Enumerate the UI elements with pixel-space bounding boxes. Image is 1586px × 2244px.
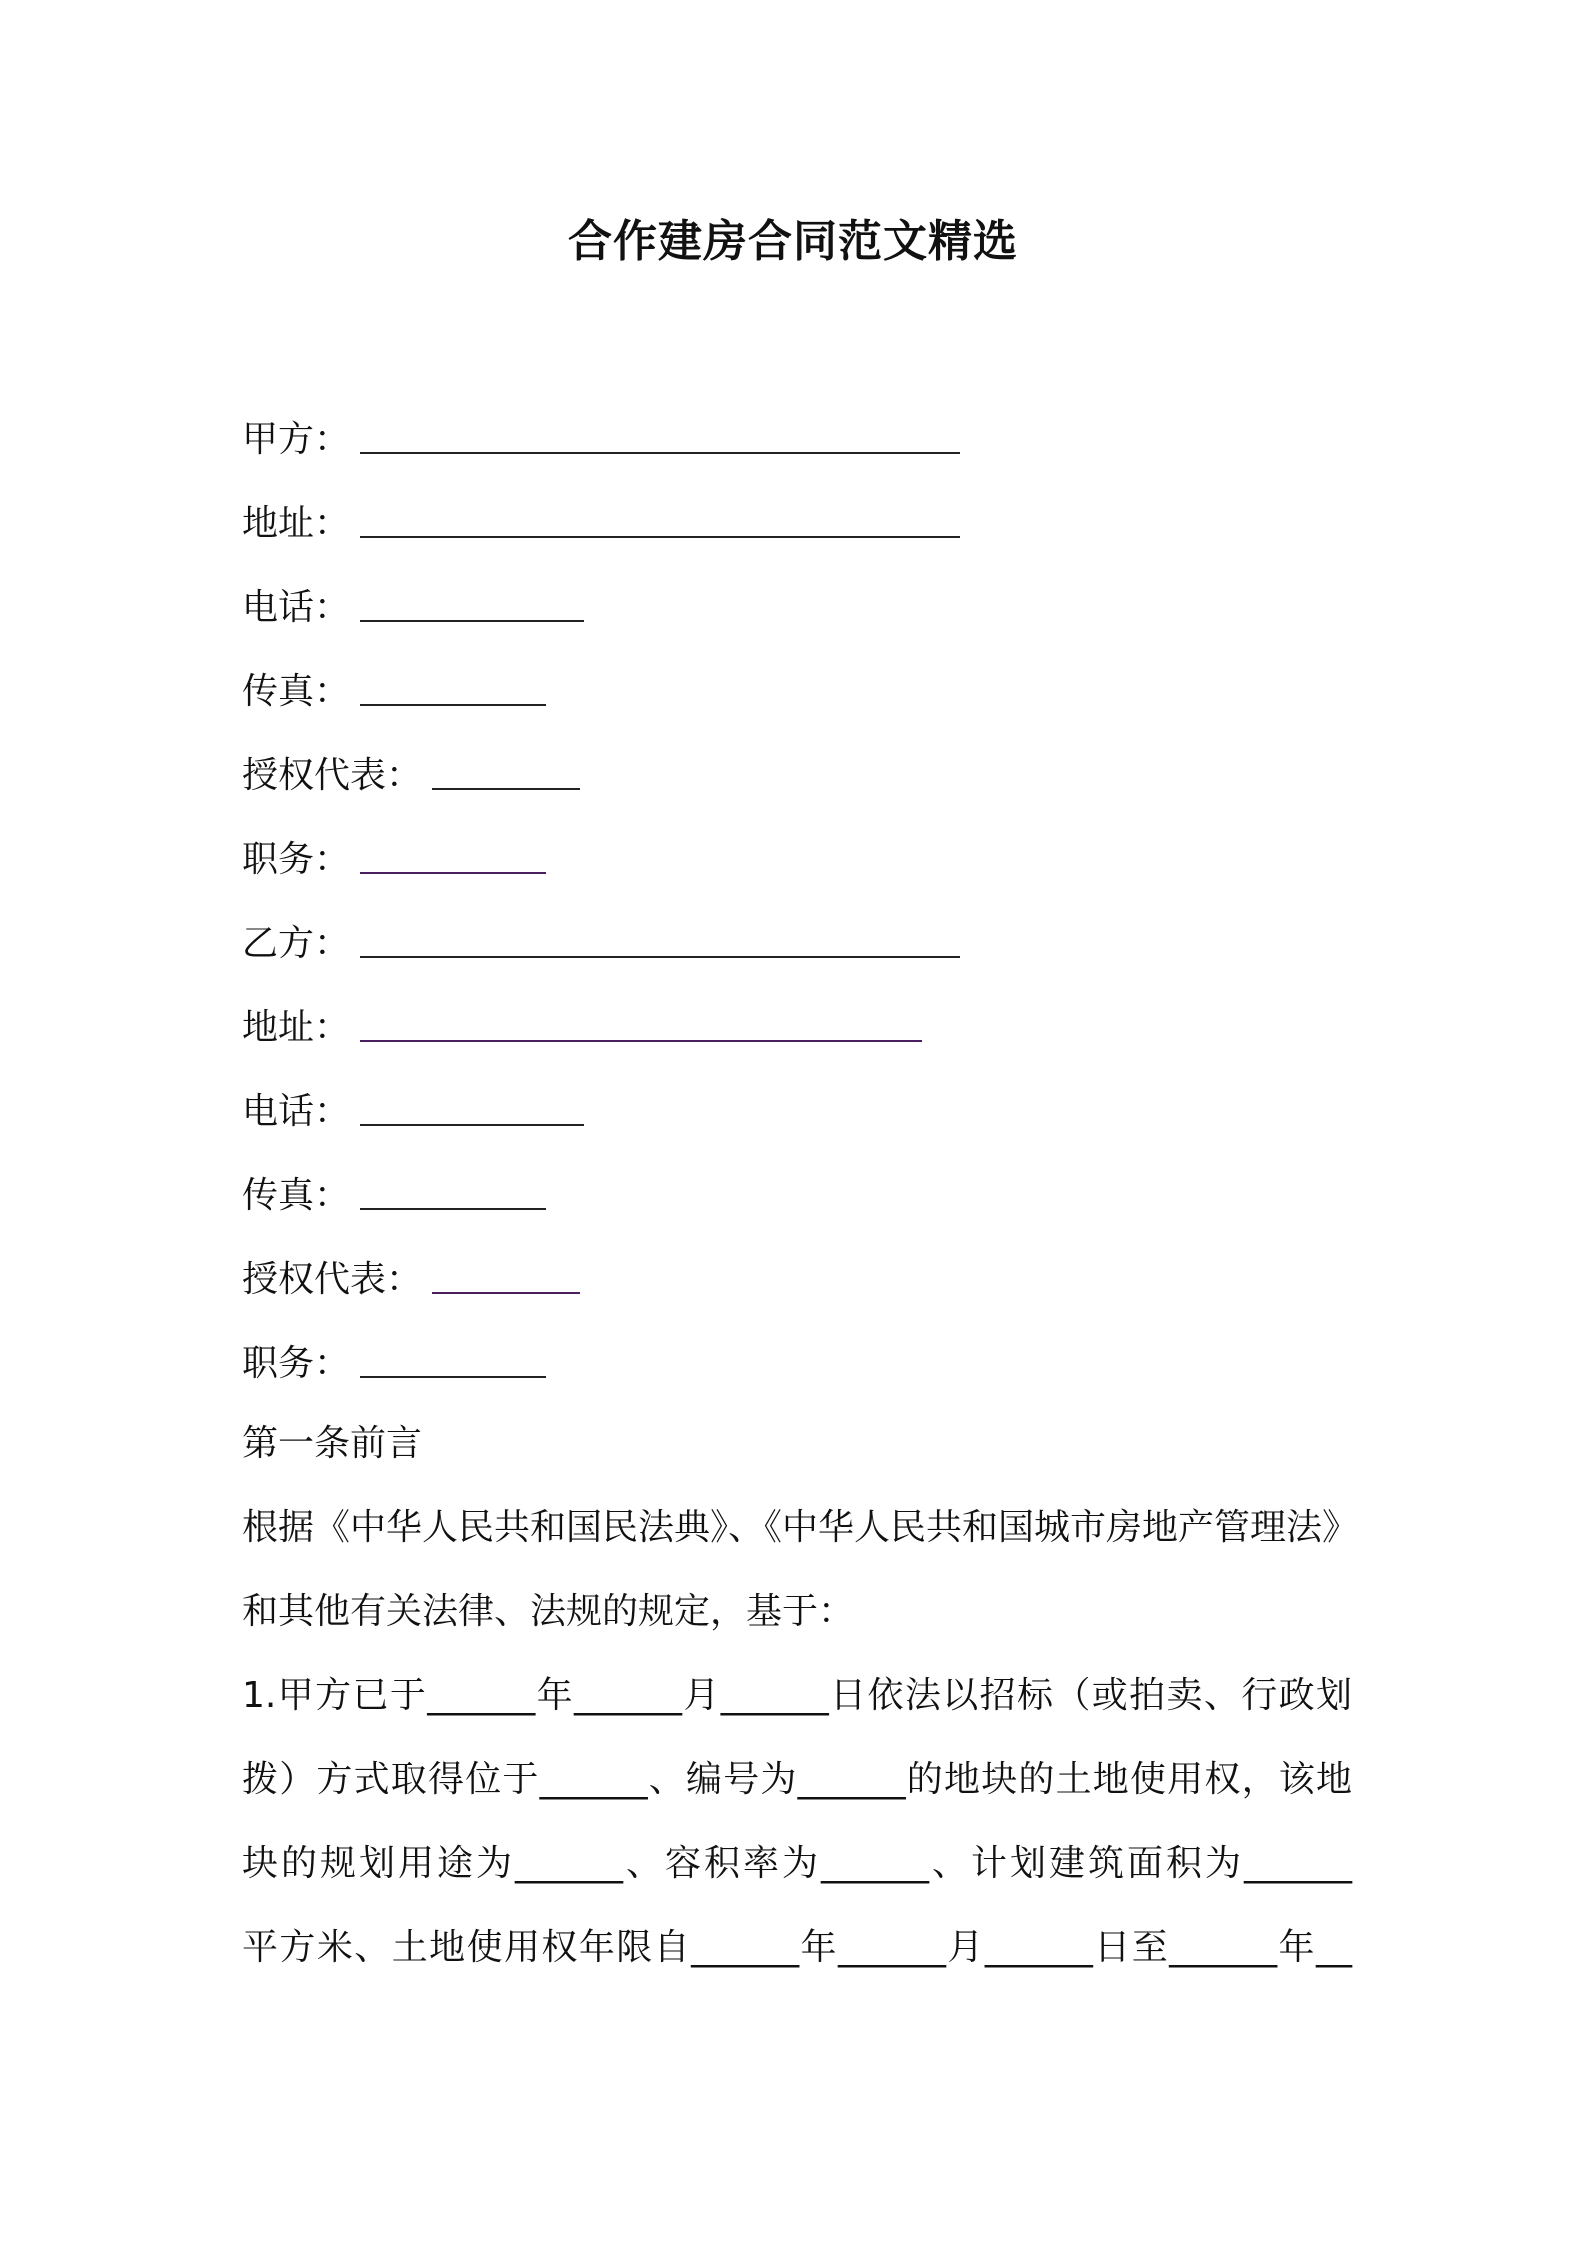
party-b-name-label: 乙方： — [242, 923, 351, 964]
party-a-phone-label: 电话： — [242, 587, 351, 628]
party-b-position-blank[interactable] — [360, 1372, 546, 1378]
party-a-position-field — [242, 828, 546, 884]
party-a-rep-label: 授权代表： — [242, 755, 423, 796]
party-b-address-blank[interactable] — [360, 1036, 922, 1042]
party-b-fax-field — [242, 1164, 546, 1220]
document-title: 合作建房合同范文精选 — [568, 216, 1018, 267]
party-b-address-field — [242, 996, 922, 1052]
party-a-phone-blank[interactable] — [360, 616, 584, 622]
party-b-phone-blank[interactable] — [360, 1120, 584, 1126]
party-a-address-field — [242, 492, 960, 548]
party-a-name-blank[interactable] — [360, 448, 960, 454]
party-b-phone-label: 电话： — [242, 1091, 351, 1132]
party-b-name-blank[interactable] — [360, 952, 960, 958]
party-b-rep-label: 授权代表： — [242, 1259, 423, 1300]
party-b-position-label: 职务： — [242, 1343, 351, 1384]
party-b-address-label: 地址： — [242, 1007, 351, 1048]
party-a-fax-field — [242, 660, 546, 716]
party-b-rep-blank[interactable] — [432, 1288, 580, 1294]
article-1-heading: 第一条前言 — [242, 1423, 423, 1464]
article-1-line-2: 和其他有关法律、法规的规定，基于： — [242, 1591, 855, 1632]
party-b-position-field — [242, 1332, 546, 1388]
party-a-position-label: 职务： — [242, 839, 351, 880]
party-a-name-field — [242, 408, 960, 464]
party-b-fax-label: 传真： — [242, 1175, 351, 1216]
party-b-fax-blank[interactable] — [360, 1204, 546, 1210]
party-a-position-blank[interactable] — [360, 868, 546, 874]
party-b-phone-field — [242, 1080, 584, 1136]
article-1-line-4: 拨）方式取得位于______、编号为______的地块的土地使用权，该地 — [242, 1759, 1352, 1800]
article-1-line-5: 块的规划用途为______、容积率为______、计划建筑面积为______ — [242, 1843, 1352, 1884]
article-1-line-6: 平方米、土地使用权年限自______年______月______日至______年__ — [242, 1927, 1352, 1968]
party-a-address-blank[interactable] — [360, 532, 960, 538]
party-a-rep-field — [242, 744, 580, 800]
party-a-fax-blank[interactable] — [360, 700, 546, 706]
article-1-line-3: 1.甲方已于______年______月______日依法以招标（或拍卖、行政划 — [242, 1675, 1352, 1716]
party-a-fax-label: 传真： — [242, 671, 351, 712]
party-a-phone-field — [242, 576, 584, 632]
party-b-name-field — [242, 912, 960, 968]
party-a-name-label: 甲方： — [242, 419, 351, 460]
party-b-rep-field — [242, 1248, 580, 1304]
party-a-rep-blank[interactable] — [432, 784, 580, 790]
article-1-line-1: 根据《中华人民共和国民法典》、《中华人民共和国城市房地产管理法》 — [242, 1507, 1359, 1548]
party-a-address-label: 地址： — [242, 503, 351, 544]
